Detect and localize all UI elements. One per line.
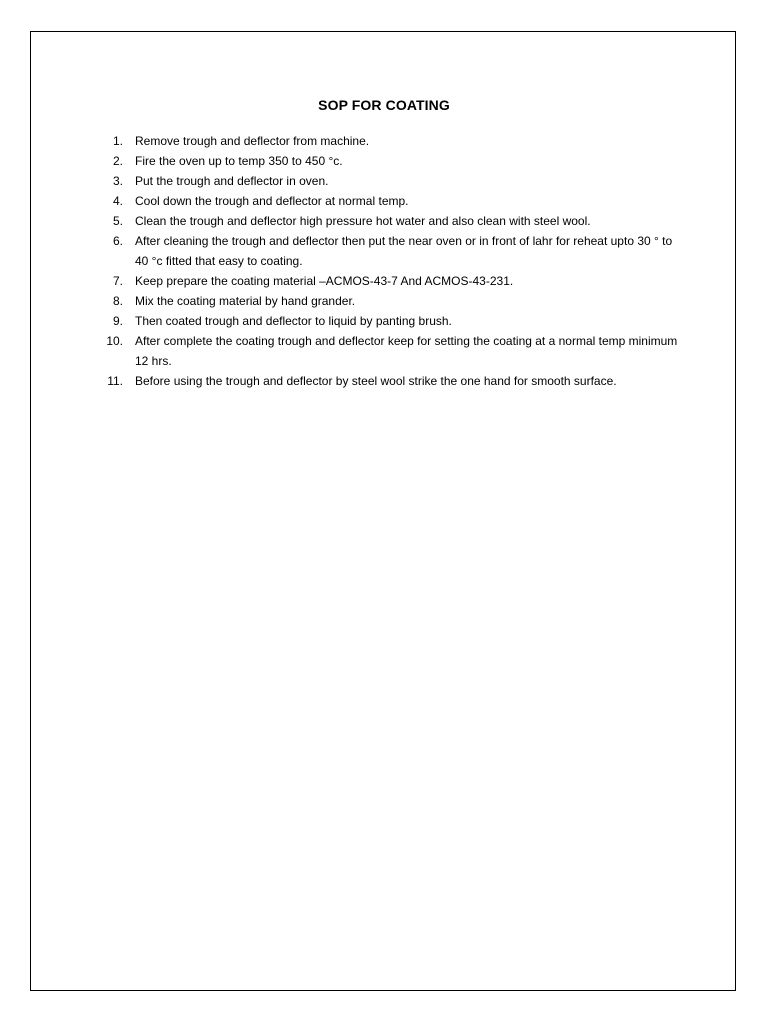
list-item (0, 371, 768, 391)
step-number: 5. (112, 214, 123, 228)
step-text: Before using the trough and deflector by steel wool strike the one hand for smooth surface. (135, 374, 617, 388)
step-text: Put the trough and deflector in oven. (135, 174, 329, 188)
list-item (0, 331, 768, 371)
step-number: 4. (112, 194, 123, 208)
step-text: After complete the coating trough and deflector keep for setting the coating at a normal temp minimum 12 hrs. (135, 334, 678, 368)
sop-steps-list (0, 131, 768, 391)
list-item (0, 311, 768, 331)
step-number: 3. (112, 174, 123, 188)
step-text: Clean the trough and deflector high pressure hot water and also clean with steel wool. (135, 214, 591, 228)
step-text: Fire the oven up to temp 350 to 450 °c. (135, 154, 343, 168)
step-number: 6. (112, 234, 123, 248)
step-text: After cleaning the trough and deflector then put the near oven or in front of lahr for reheat upto 30 ° to 40 °c fitted that easy to coating. (135, 234, 673, 268)
list-item (0, 171, 768, 191)
step-number: 2. (112, 154, 123, 168)
document-title: SOP FOR COATING (318, 97, 450, 113)
step-number: 11. (107, 374, 123, 388)
list-item (0, 211, 768, 231)
step-text: Keep prepare the coating material –ACMOS-43-7 And ACMOS-43-231. (135, 274, 514, 288)
step-text: Then coated trough and deflector to liquid by panting brush. (135, 314, 452, 328)
step-number: 8. (112, 294, 123, 308)
step-number: 9. (112, 314, 123, 328)
step-text: Mix the coating material by hand grander. (135, 294, 356, 308)
list-item (0, 191, 768, 211)
list-item (0, 271, 768, 291)
list-item (0, 291, 768, 311)
step-number: 7. (112, 274, 123, 288)
step-number: 10. (106, 334, 123, 348)
step-text: Cool down the trough and deflector at normal temp. (135, 194, 409, 208)
list-item (0, 131, 768, 151)
step-text: Remove trough and deflector from machine. (135, 134, 370, 148)
list-item (0, 151, 768, 171)
list-item (0, 231, 768, 271)
step-number: 1. (112, 134, 123, 148)
